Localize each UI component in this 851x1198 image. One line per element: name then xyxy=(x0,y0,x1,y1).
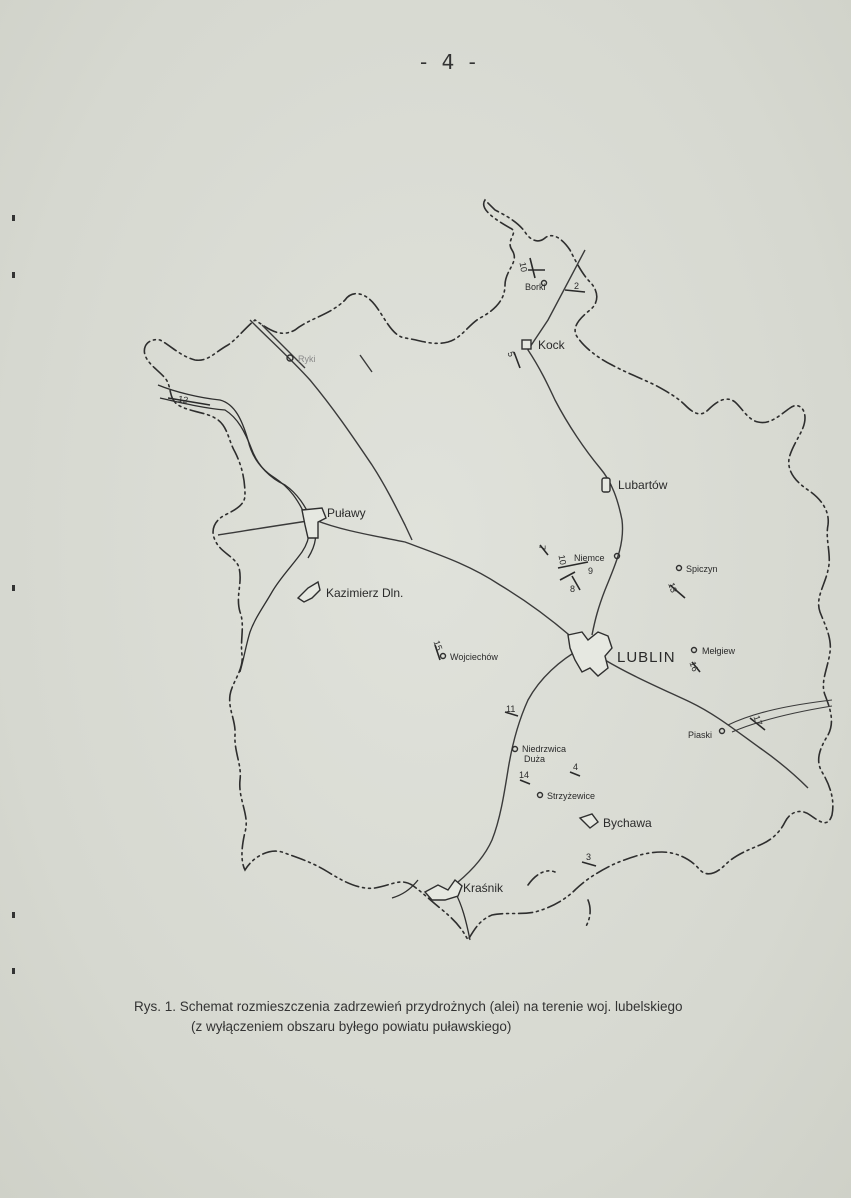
krasnik-label: Kraśnik xyxy=(463,881,504,895)
avenue-number: 15 xyxy=(431,639,445,652)
piaski-dot xyxy=(720,729,725,734)
road-lublin-warszawa xyxy=(528,250,623,635)
avenue-number: 3 xyxy=(586,852,592,862)
avenue-number: 12 xyxy=(177,393,189,406)
wojciechow-label: Wojciechów xyxy=(450,652,498,662)
avenue-marker xyxy=(570,772,580,776)
piaski-label: Piaski xyxy=(688,730,713,740)
niemce-label: Niemce xyxy=(574,553,605,563)
avenue-marker xyxy=(528,258,545,278)
avenue-number: 10 xyxy=(556,554,569,566)
caption-line-2: (z wyłączeniem obszaru byłego powiatu puławskiego) xyxy=(191,1019,512,1034)
avenue-number: 10 xyxy=(517,261,530,273)
spiczyn-dot xyxy=(677,566,682,571)
caption-line-1: Rys. 1. Schemat rozmieszczenia zadrzewień przydrożnych (alei) na terenie woj. lubelskiego xyxy=(134,999,683,1014)
avenue-number: 13 xyxy=(666,581,680,594)
avenue-number: 7 xyxy=(537,545,547,551)
wojciechow-dot xyxy=(441,654,446,659)
ryki-label: Ryki xyxy=(298,354,316,364)
spiczyn-label: Spiczyn xyxy=(686,564,718,574)
avenue-number: 8 xyxy=(570,584,576,594)
bychawa-symbol xyxy=(580,814,598,828)
lubartow-symbol xyxy=(602,478,610,492)
boundary-segment xyxy=(528,871,590,928)
borki-label: Borki xyxy=(525,282,546,292)
niedrzwica-label: Niedrzwica xyxy=(522,744,567,754)
avenue-number: 2 xyxy=(574,281,580,291)
voivodeship-boundary xyxy=(144,200,833,940)
lubartow-label: Lubartów xyxy=(618,478,668,492)
pulawy-label: Puławy xyxy=(327,506,366,520)
kock-label: Kock xyxy=(538,338,565,352)
road-lublin-krasnik xyxy=(458,648,582,882)
kock-symbol xyxy=(522,340,531,349)
avenue-number: 16 xyxy=(687,660,701,673)
melgiew-dot xyxy=(692,648,697,653)
figure-caption xyxy=(134,997,794,1037)
avenue-number: 11 xyxy=(506,704,516,714)
avenue-number: 4 xyxy=(573,762,579,772)
road-lublin-piaski xyxy=(605,660,808,788)
avenue-number: 5 xyxy=(505,350,517,359)
vistula-river-bank xyxy=(160,398,315,558)
niedrzwica-dot xyxy=(513,747,518,752)
kazimierz-symbol xyxy=(298,582,320,602)
strzyzewice-dot xyxy=(538,793,543,798)
vistula-river xyxy=(158,385,309,672)
melgiew-label: Mełgiew xyxy=(702,646,736,656)
lublin-symbol xyxy=(568,632,612,676)
strzyzewice-label: Strzyżewice xyxy=(547,791,596,801)
road-piaski-east xyxy=(728,700,832,732)
avenue-number: 17 xyxy=(751,714,765,727)
avenue-marker xyxy=(520,780,530,784)
niedrzwica-label-2: Duża xyxy=(524,754,546,764)
road-pulawy-lublin xyxy=(218,520,575,640)
page-number: - 4 - xyxy=(420,50,480,74)
lublin-label: LUBLIN xyxy=(617,649,676,666)
krasnik-symbol xyxy=(425,880,462,900)
kazimierz-label: Kazimierz Dln. xyxy=(326,586,404,600)
avenue-number: 14 xyxy=(519,770,530,780)
avenue-marker xyxy=(582,862,596,866)
bychawa-label: Bychawa xyxy=(603,816,652,830)
avenue-number: 9 xyxy=(588,566,594,576)
